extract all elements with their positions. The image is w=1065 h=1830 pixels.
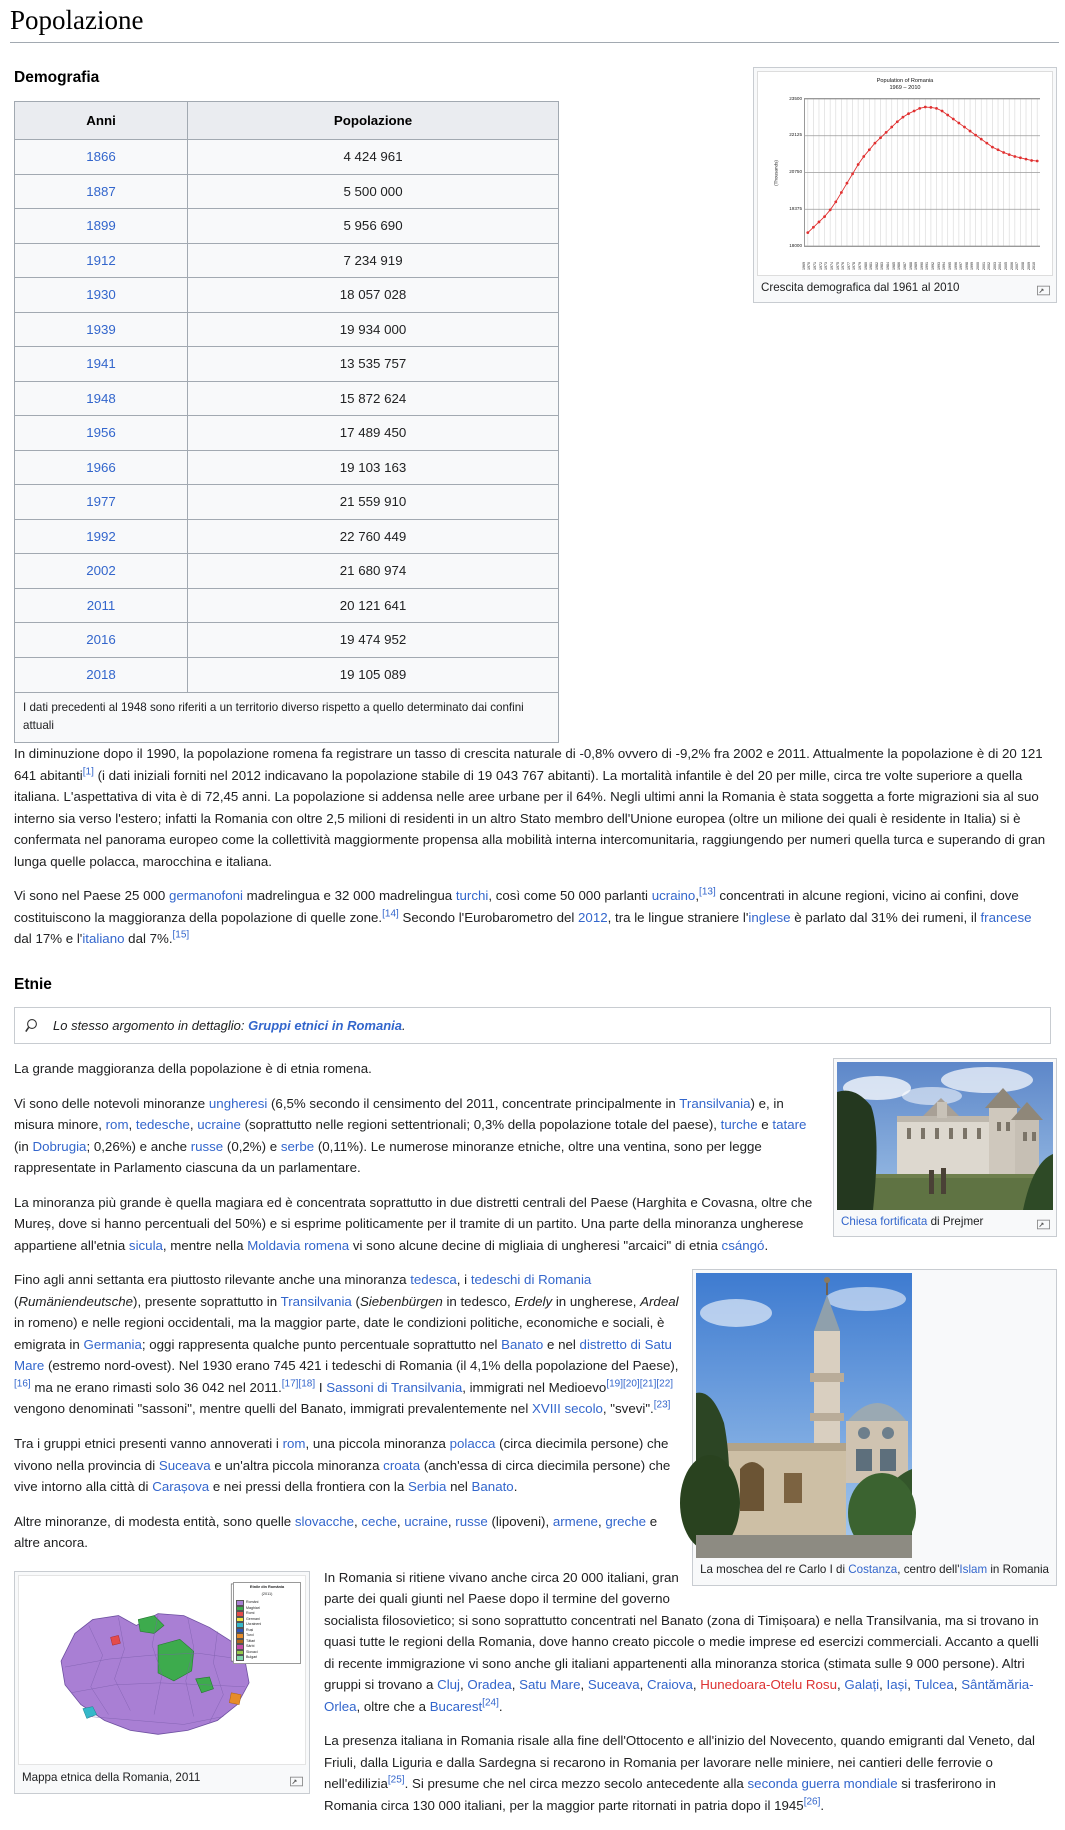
ref-13[interactable]: [13] [699, 886, 716, 898]
cell-year [15, 243, 188, 278]
cell-population: 17 489 450 [188, 416, 559, 451]
title-divider [10, 41, 1059, 43]
link-year[interactable]: 2018 [86, 667, 116, 682]
chart-xtick: 1973 [824, 262, 829, 271]
ref-15[interactable]: [15] [172, 929, 190, 941]
legend-label: Germani [246, 1616, 260, 1621]
prejmer-photo[interactable] [837, 1062, 1053, 1210]
paragraph-italians: In Romania si ritiene vivano anche circa 20 000 italiani, gran parte dei quali giunti nel Paese dopo il termine del governo socialista filosovietico; si sono soprattutto concentrati nel Banato (zona di Timișoara) e nella Transilvania, ma si trovano in quasi tutte le regioni della Romania, dove hanno creato piccole o medie imprese ed esercizi commerciali. Accanto a quelli di recente immigrazione vi sono anche gli italiani appartenenti alla minoranza storica (stimata sulle 9 000 persone). Altri gruppi si trovano a Cluj, Oradea, Satu Mare, Suceava, Craiova, Hunedoara-Otelu Rosu, Galați, Iași, Tulcea, Sântămăria-Orlea, oltre che a Bucarest[24]. [324, 1569, 1039, 1714]
chart-title-line1: Population of Romania [876, 77, 934, 84]
legend-label: Ucraineni [246, 1622, 262, 1627]
link-year[interactable]: 1939 [86, 321, 116, 337]
legend-label: Tătari [246, 1638, 256, 1643]
legend-swatch [236, 1655, 244, 1661]
link-croata[interactable]: croata [383, 1457, 421, 1473]
mosque-caption-link-costanza[interactable]: Costanza [848, 1563, 898, 1577]
link-tulcea[interactable]: Tulcea [914, 1677, 954, 1693]
ref-25[interactable]: [25] [387, 1775, 405, 1787]
chart-xtick: 1982 [874, 262, 879, 271]
link-seconda-guerra-mondiale[interactable]: seconda guerra mondiale [747, 1776, 898, 1792]
chart-xtick: 1979 [857, 262, 862, 271]
paragraph-magyar: La minoranza più grande è quella magiara ed è concentrata soprattutto in due distretti centrali del Paese (Harghita e Covasna, oltre che Mureș, dove si hanno percentuali del 50%) e si esprime politicamente per il tramite di un partito. Una parte della minoranza ungherese appartiene all'etnia sicula, mentre nella Moldavia romena vi sono alcune decine di migliaia di ungheresi "arcaici" di etnia csángó. [14, 1194, 813, 1253]
section-heading-demografia: Demografia [14, 69, 100, 87]
link-year[interactable]: 1899 [86, 218, 116, 234]
link-greche[interactable]: greche [605, 1513, 646, 1529]
chart-xtick: 1997 [959, 262, 964, 271]
chart-xtick: 2006 [1009, 262, 1014, 271]
link-year[interactable]: 1941 [86, 356, 116, 372]
map-caption [18, 1765, 306, 1791]
cell-population: 5 956 690 [188, 209, 559, 244]
col-header-popolazione: Popolazione [188, 101, 559, 140]
link-ucraino[interactable]: ucraino [651, 888, 696, 904]
chart-ytick: 20750 [789, 168, 802, 174]
link-year[interactable]: 1930 [86, 287, 116, 303]
magnifier-icon [25, 1018, 43, 1034]
chart-xtick: 1974 [829, 262, 834, 271]
map-legend [233, 1582, 301, 1664]
link-hunedoara-otelu-rosu[interactable]: Hunedoara-Otelu Rosu [700, 1677, 837, 1693]
italic-ardeal: Ardeal [640, 1293, 679, 1309]
ref-19-22[interactable]: [19][20][21][22] [606, 1378, 674, 1390]
link-polacca[interactable]: polacca [449, 1436, 496, 1451]
cell-population: 19 105 089 [188, 658, 559, 693]
chart-xtick: 2009 [1026, 262, 1031, 271]
link-tedeschi-di-romania[interactable]: tedeschi di Romania [470, 1272, 592, 1288]
ref-16[interactable]: [16] [14, 1378, 31, 1390]
link-oradea[interactable]: Oradea [467, 1677, 512, 1693]
legend-label: Romi [246, 1611, 255, 1616]
cell-population: 19 934 000 [188, 312, 559, 347]
enlarge-icon[interactable] [290, 1776, 303, 1787]
table-row [15, 243, 559, 278]
map-legend-title: Etnile din România [249, 1584, 285, 1589]
table-row [15, 658, 559, 693]
link-year[interactable]: 1866 [86, 149, 116, 165]
link-transilvania[interactable]: Transilvania [679, 1095, 751, 1111]
link-inglese[interactable]: inglese [748, 909, 791, 925]
chart-title-line2: 1969 – 2010 [889, 85, 921, 92]
cell-population: 15 872 624 [188, 381, 559, 416]
hatnote-link[interactable]: Gruppi etnici in Romania [248, 1017, 402, 1033]
chart-ytick: 18000 [789, 242, 802, 248]
cell-year [15, 450, 188, 485]
paragraph-other-groups: Tra i gruppi etnici presenti vanno annoverati i rom, una piccola minoranza polacca (circa diecimila persone) che vivono nella provincia di Suceava e un'altra piccola minoranza croata (anch'essa di circa diecimila persone) che vive intorno alla città di Carașova e nei pressi della frontiera con la Serbia nel Banato. [14, 1436, 671, 1495]
table-row [15, 347, 559, 382]
cell-population: 19 474 952 [188, 623, 559, 658]
link-year[interactable]: 1966 [86, 459, 116, 475]
chart-xtick: 1971 [813, 262, 818, 271]
link-moldavia-romena[interactable]: Moldavia romena [247, 1237, 350, 1253]
table-row [15, 312, 559, 347]
section-heading-etnie: Etnie [14, 975, 52, 993]
paragraph-languages: Vi sono nel Paese 25 000 germanofoni madrelingua e 32 000 madrelingua turchi, così come 50 000 parlanti ucraino,[13] concentrati in alcune regioni, vicino ai confini, dove costituiscono la maggioranza della popolazione di quelle zone.[14] Secondo l'Eurobarometro del 2012, tra le lingue straniere l'inglese è parlato dal 31% dei rumeni, il francese dal 17% e l'italiano dal 7%.[15] [14, 886, 1032, 947]
table-body [15, 140, 559, 693]
link-serbia[interactable]: Serbia [407, 1479, 447, 1495]
link-banato-2[interactable]: Banato [471, 1479, 514, 1495]
cell-population: 18 057 028 [188, 278, 559, 313]
link-turche[interactable]: turche [720, 1117, 758, 1133]
legend-label: Sârbi [246, 1644, 255, 1649]
mosque-image [696, 1273, 912, 1558]
chart-xtick: 1992 [931, 262, 936, 271]
wikipedia-article-page [0, 4, 1065, 1830]
mosque-caption: La moschea del re Carlo I di Costanza, centro dell'Islam in Romania [700, 1563, 1049, 1577]
legend-label: Români [246, 1600, 259, 1605]
chart-xtick: 2001 [981, 262, 986, 271]
par1-part1: In diminuzione dopo il 1990, la popolazione romena fa registrare un tasso di crescita naturale di -0,8% ovvero di -9,2% fra 2002 e 2011. Attualmente la popolazione è di 20 121 641 abitanti [14, 746, 1043, 783]
legend-label: Maghiari [246, 1605, 260, 1610]
chart-xtick: 1993 [936, 262, 941, 271]
link-distretto-satu-mare[interactable]: distretto di Satu Mare [14, 1336, 672, 1374]
map-caption-text: Mappa etnica della Romania, 2011 [22, 1770, 201, 1784]
link-santamaria-orlea[interactable]: Sântămăria-Orlea [324, 1677, 1034, 1714]
paragraph-minorities: Vi sono delle notevoli minoranze ungheresi (6,5% secondo il censimento del 2011, concentrate principalmente in Transilvania) e, in misura minore, rom, tedesche, ucraine (soprattutto nelle regioni settentrionali; 0,3% della popolazione totale del paese), turche e tatare (in Dobrugia; 0,26%) e anche russe (0,2%) e serbe (0,11%). Le numerose minoranze etniche, oltre una ventina, sono per legge rappresentate in Parlamento ciascuna da un parlamentare. [14, 1095, 807, 1176]
ref-17-18[interactable]: [17][18] [281, 1378, 316, 1390]
cell-year [15, 623, 188, 658]
table-row [15, 519, 559, 554]
chart-xtick: 1994 [942, 262, 947, 271]
chart-xtick: 2010 [1032, 262, 1037, 271]
link-satu-mare[interactable]: Satu Mare [519, 1677, 581, 1693]
ref-14[interactable]: [14] [382, 908, 399, 920]
legend-label: Bulgari [246, 1655, 258, 1660]
cell-year [15, 174, 188, 209]
ref-23[interactable]: [23] [653, 1400, 671, 1412]
chart-xtick: 1995 [947, 262, 952, 271]
legend-label: Turci [246, 1633, 254, 1638]
chart-xtick: 1976 [841, 262, 846, 271]
chart-xtick: 2004 [998, 262, 1003, 271]
prejmer-thumbnail[interactable] [833, 1058, 1057, 1237]
mosque-caption-link-islam[interactable]: Islam [959, 1563, 988, 1577]
link-armene[interactable]: armene [552, 1513, 598, 1529]
link-2012[interactable]: 2012 [578, 909, 608, 925]
table-row [15, 140, 559, 175]
chart-xtick: 2005 [1004, 262, 1009, 271]
chart-xtick: 1990 [919, 262, 924, 271]
ref-1[interactable]: [1] [82, 766, 94, 778]
chart-xtick: 1999 [970, 262, 975, 271]
cell-population: 13 535 757 [188, 347, 559, 382]
chart-xtick: 1972 [818, 262, 823, 271]
legend-label: Slovaci [246, 1649, 258, 1654]
chart-xtick: 1985 [891, 262, 896, 271]
chart-xtick: 2007 [1015, 262, 1020, 271]
link-banato[interactable]: Banato [501, 1336, 544, 1352]
link-serbe[interactable]: serbe [280, 1138, 315, 1154]
enlarge-icon[interactable] [1037, 1219, 1050, 1230]
chart-xtick: 1981 [869, 262, 874, 271]
link-craiova[interactable]: Craiova [647, 1677, 693, 1693]
demografia-body-text [0, 743, 1065, 950]
chart-xtick: 2003 [992, 262, 997, 271]
ref-26[interactable]: [26] [803, 1796, 821, 1808]
chart-xtick: 1984 [886, 262, 891, 271]
link-sicula[interactable]: sicula [128, 1237, 163, 1253]
table-row [15, 174, 559, 209]
chart-xtick: 1969 [801, 262, 806, 271]
prejmer-caption-link[interactable]: Chiesa fortificata [841, 1215, 928, 1229]
chart-ytick: 22125 [789, 132, 802, 138]
link-transilvania-2[interactable]: Transilvania [280, 1293, 352, 1309]
cell-year [15, 278, 188, 313]
cell-population: 22 760 449 [188, 519, 559, 554]
ethnic-map[interactable] [18, 1575, 306, 1765]
cell-year [15, 485, 188, 520]
link-russe-2[interactable]: russe [455, 1513, 488, 1529]
chart-xtick: 1975 [835, 262, 840, 271]
paragraph-germans: Fino agli anni settanta era piuttosto rilevante anche una minoranza tedesca, i tedeschi di Romania (Rumäniendeutsche), presente soprattutto in Transilvania (Siebenbürgen in tedesco, Erdely in ungherese, Ardeal in romeno) e nelle regioni occidentali, ma la maggior parte, date le condizioni politiche, economiche e sociali, è emigrata in Germania; oggi rappresenta qualche punto percentuale soprattutto nel Banato e nel distretto di Satu Mare (estremo nord-ovest). Nel 1930 erano 745 421 i tedeschi di Romania (il 4,1% della popolazione del Paese),[16] ma ne erano rimasti solo 36 042 nel 2011.[17][18] I Sassoni di Transilvania, immigrati nel Medioevo[19][20][21][22] vengono denominati "sassoni", mentre quelli del Banato, immigrati prevalentemente nel XVIII secolo, "svevi".[23] [14, 1272, 679, 1417]
chart-caption-text: Crescita demografica dal 1961 al 2010 [761, 280, 960, 294]
chart-xtick: 1980 [863, 262, 868, 271]
cell-year [15, 519, 188, 554]
table-note: I dati precedenti al 1948 sono riferiti a un territorio diverso rispetto a quello determinato dai confini attuali [15, 692, 559, 743]
table-header-row [15, 101, 559, 140]
italic-siebenburgen: Siebenbürgen [359, 1293, 443, 1309]
link-ungheresi[interactable]: ungheresi [208, 1095, 268, 1111]
cell-year [15, 347, 188, 382]
chart-ytick: 23500 [789, 95, 802, 101]
link-cluj[interactable]: Cluj [437, 1677, 460, 1693]
paragraph-majority-romanian: La grande maggioranza della popolazione è di etnia romena. [14, 1061, 372, 1077]
chart-xtick: 1998 [964, 262, 969, 271]
etnie-body [0, 1058, 1065, 1816]
cell-year [15, 312, 188, 347]
italic-rumaniendeutsche: Rumäniendeutsche [18, 1293, 134, 1309]
map-legend-item [236, 1655, 298, 1661]
link-ceche[interactable]: ceche [361, 1513, 397, 1529]
cell-year [15, 209, 188, 244]
cell-year [15, 658, 188, 693]
link-russe[interactable]: russe [190, 1138, 224, 1154]
legend-label: Ruși [246, 1627, 254, 1632]
link-csango[interactable]: csángó [721, 1237, 765, 1253]
link-slovacche[interactable]: slovacche [294, 1513, 355, 1529]
chart-xtick: 1970 [807, 262, 812, 271]
ethnic-map-thumbnail[interactable] [14, 1571, 310, 1795]
link-dobrugia[interactable]: Dobrugia [32, 1138, 87, 1154]
link-year[interactable]: 1977 [86, 494, 116, 510]
chart-xtick: 1986 [897, 262, 902, 271]
cell-population: 7 234 919 [188, 243, 559, 278]
link-germania[interactable]: Germania [83, 1336, 142, 1352]
link-suceava-2[interactable]: Suceava [587, 1677, 640, 1693]
chart-ylabel: (Thousands) [773, 160, 779, 186]
chart-xtick: 1996 [953, 262, 958, 271]
italic-erdely: Erdely [514, 1293, 553, 1309]
cell-population: 4 424 961 [188, 140, 559, 175]
par1-part2: (i dati iniziali forniti nel 2012 indicavano la popolazione stabile di 19 043 767 abitanti). La mortalità infantile è del 20 per mille, circa tre volte superiore a quella italiana. L'aspettativa di vita è di 72,45 anni. La popolazione si addensa nelle aree urbane per il 64%. Negli ultimi anni la Romania è stata soggetta a forte migrazioni sia al suo interno sia verso l'estero; infatti la Romania con oltre 2,5 milioni di residenti in un altro Stato membro dell'Unione europea (oltre un milione dei quali è residente in Italia) si è confermata nel panorama europeo come la collettività maggiormente propensa alla mobilità interna intercomunitaria, raggiungendo per numeri quella turca e superando di gran lunga quelle polacca, marocchina e italiana. [14, 767, 1046, 869]
hatnote-see-also [14, 1007, 1051, 1044]
link-year[interactable]: 2011 [86, 597, 116, 613]
map-legend-items [236, 1600, 298, 1661]
link-francese[interactable]: francese [980, 909, 1032, 925]
table-row [15, 554, 559, 589]
fortified-church-image [837, 1062, 1053, 1210]
table-row [15, 450, 559, 485]
link-turchi[interactable]: turchi [455, 888, 489, 904]
chart-xtick: 1983 [880, 262, 885, 271]
cell-population: 21 559 910 [188, 485, 559, 520]
link-year[interactable]: 1948 [86, 390, 116, 406]
link-suceava[interactable]: Suceava [158, 1457, 211, 1473]
chart-ytick: 19375 [789, 205, 802, 211]
cell-year [15, 381, 188, 416]
link-year[interactable]: 1887 [86, 183, 116, 199]
link-sassoni-transilvania[interactable]: Sassoni di Transilvania [326, 1379, 463, 1395]
chart-xtick: 2002 [987, 262, 992, 271]
table-row [15, 485, 559, 520]
chart-xtick: 2008 [1020, 262, 1025, 271]
table-note-row [15, 692, 559, 743]
chart-xtick: 1991 [925, 262, 930, 271]
link-year[interactable]: 1912 [86, 252, 116, 268]
col-header-anni: Anni [15, 101, 188, 140]
page-title: Popolazione [10, 5, 144, 35]
link-rom-2[interactable]: rom [282, 1436, 306, 1451]
table-row [15, 416, 559, 451]
cell-population: 20 121 641 [188, 588, 559, 623]
cell-population: 5 500 000 [188, 174, 559, 209]
paragraph-small-minorities: Altre minoranze, di modesta entità, sono quelle slovacche, ceche, ucraine, russe (lipoveni), armene, greche e altre ancora. [14, 1513, 658, 1551]
ref-24[interactable]: [24] [482, 1697, 499, 1709]
link-iasi[interactable]: Iași [886, 1677, 908, 1693]
link-tedesche[interactable]: tedesche [135, 1117, 190, 1133]
chart-xtick: 1988 [908, 262, 913, 271]
link-italiano[interactable]: italiano [82, 931, 125, 947]
table-row [15, 278, 559, 313]
mosque-thumbnail[interactable] [692, 1269, 1057, 1585]
mosque-photo[interactable] [696, 1273, 912, 1558]
link-ucraine[interactable]: ucraine [197, 1117, 241, 1133]
link-year[interactable]: 1992 [86, 528, 116, 544]
prejmer-caption: Chiesa fortificata di Prejmer [837, 1210, 1053, 1233]
link-year[interactable]: 2016 [86, 632, 116, 648]
cell-population: 21 680 974 [188, 554, 559, 589]
chart-xtick: 1987 [902, 262, 907, 271]
link-tedesca[interactable]: tedesca [410, 1272, 457, 1288]
demography-table-wrapper [0, 101, 1065, 744]
link-carasova[interactable]: Carașova [152, 1479, 210, 1495]
link-rom[interactable]: rom [105, 1117, 129, 1133]
link-xviii-secolo[interactable]: XVIII secolo [531, 1401, 603, 1417]
table-row [15, 209, 559, 244]
link-year[interactable]: 1956 [86, 425, 116, 441]
link-tatare[interactable]: tatare [772, 1117, 807, 1133]
chart-xtick: 1978 [852, 262, 857, 271]
paragraph-population-trend [14, 743, 1051, 872]
hatnote-text: Lo stesso argomento in dettaglio: Gruppi etnici in Romania. [53, 1017, 406, 1033]
demography-table [14, 101, 559, 744]
link-germanofoni[interactable]: germanofoni [169, 888, 243, 904]
chart-xtick: 1989 [914, 262, 919, 271]
link-bucarest[interactable]: Bucarest [429, 1698, 483, 1714]
link-galati[interactable]: Galați [844, 1677, 880, 1693]
cell-population: 19 103 163 [188, 450, 559, 485]
chart-xtick: 2000 [975, 262, 980, 271]
link-ucraine-2[interactable]: ucraine [404, 1513, 448, 1529]
cell-year [15, 554, 188, 589]
table-row [15, 588, 559, 623]
cell-year [15, 588, 188, 623]
table-row [15, 623, 559, 658]
chart-xtick: 1977 [846, 262, 851, 271]
map-legend-year: (2011) [261, 1592, 273, 1597]
cell-year [15, 140, 188, 175]
paragraph-italian-history: La presenza italiana in Romania risale alla fine dell'Ottocento e all'inizio del Novecento, quando emigranti dal Veneto, dal Friuli, dalla Liguria e dalla Sardegna si recarono in Romania per lavorare nelle miniere, nei cantieri delle ferrovie o nell'edilizia[25]. Si presume che nel circa mezzo secolo antecedente alla seconda guerra mondiale si trasferirono in Romania circa 130 000 italiani, per la maggior parte ritornati in patria dopo il 1945[26]. [324, 1733, 1035, 1813]
link-year[interactable]: 2002 [86, 563, 116, 579]
cell-year [15, 416, 188, 451]
table-row [15, 381, 559, 416]
